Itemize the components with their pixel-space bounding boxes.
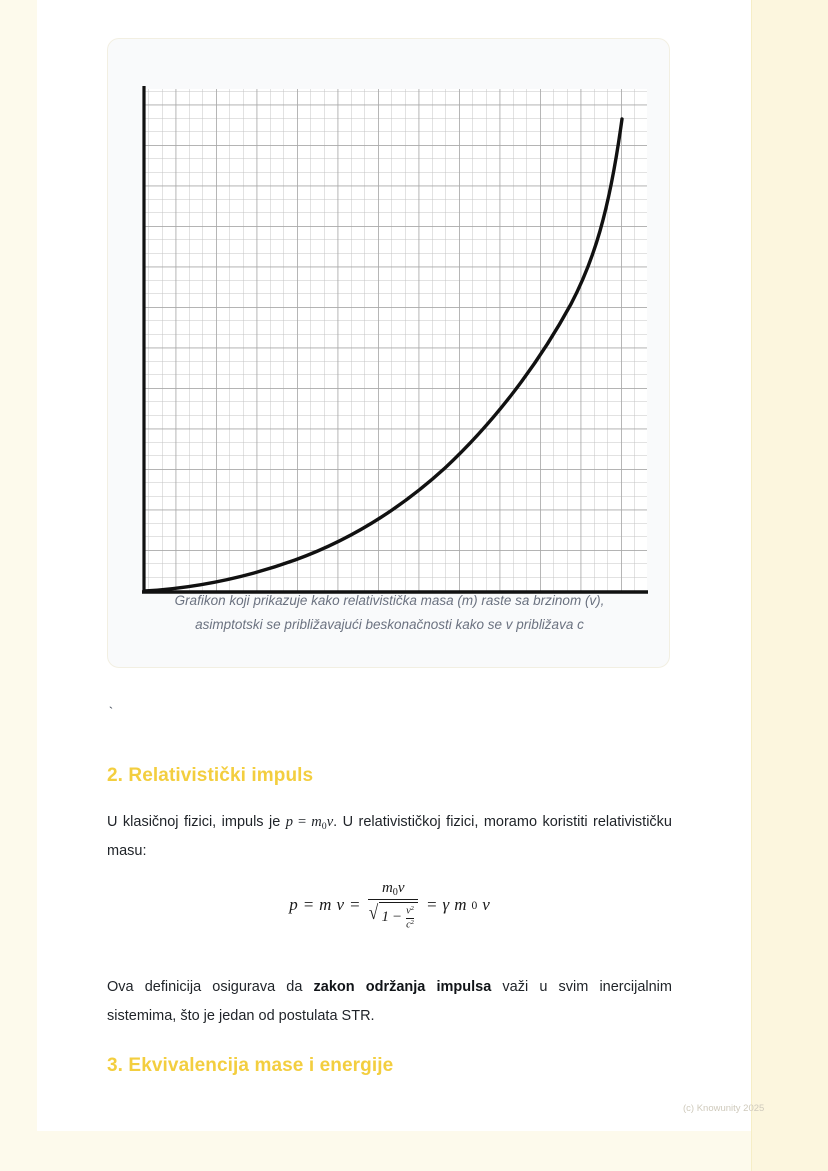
section-heading-relativisticki-impuls: 2. Relativistički impuls [107,765,314,786]
formula-equals-1: = [302,895,315,915]
formula-rhs-m: m [454,895,467,915]
formula-fraction [368,880,418,931]
formula-p: p [289,895,298,915]
formula-v-1: v [336,895,344,915]
formula-num-v: v [397,880,405,896]
figure-caption-line-2: asimptotski se približavajući beskonačnosti kako se v približava c [195,616,584,632]
formula-v2-base: v [406,905,411,917]
figure-caption-line-1: Grafikon koji prikazuje kako relativistička masa (m) raste sa brzinom (v), [174,593,605,608]
formula-c2-exponent: 2 [410,918,415,926]
formula-one: 1 [381,908,389,925]
formula-equals-2: = [349,895,361,915]
display-formula-relativistic-momentum [107,880,672,931]
right-margin-band [751,0,828,1171]
section-heading-ekvivalencija-mase-i-energije: 3. Ekvivalencija mase i energije [107,1055,394,1076]
conservation-text-before: Ova definicija osigurava da [107,979,314,995]
formula-num-m-subscript: 0 [392,886,398,898]
formula-v2-over-c2 [406,905,414,931]
formula-fraction-denominator [368,900,418,930]
chart-svg [135,64,648,604]
formula-rhs-m-subscript: 0 [471,898,478,912]
formula-minus: − [391,908,403,925]
figure-caption [136,589,643,636]
formula-square-root [368,902,418,930]
formula-gamma: γ [442,895,450,915]
conservation-bold-term: zakon održanja impulsa [313,979,492,995]
footer-credit: (c) Knowunity 2025 [683,1103,765,1114]
figure-card [107,38,670,668]
inline-p: p [285,814,293,830]
formula-m: m [319,895,332,915]
paragraph-classical-momentum [107,808,672,866]
inline-m: m [311,814,322,830]
formula-c2-base: c [406,919,411,931]
inline-v: v [326,814,334,830]
formula-rhs-v: v [482,895,490,915]
stray-backtick: ` [107,705,115,720]
formula-sqrt-contents [379,902,418,930]
formula-equals-3: = [426,895,438,915]
chart-gridlines [143,89,647,592]
formula-c2 [406,919,414,932]
paragraph-conservation-law [107,973,672,1031]
relativistic-mass-chart [135,64,648,604]
sqrt-radical-icon: √ [369,902,379,925]
conservation-text-after: važi u svim inercijalnim sistemima, što je jedan od postulata STR. [107,979,672,1024]
paragraph-text-prefix: U klasičnoj fizici, impuls je [107,814,286,830]
formula-num-m: m [381,880,393,896]
formula-fraction-numerator [374,880,413,899]
formula-v2 [406,905,414,918]
inline-m-subscript: 0 [321,820,327,832]
paragraph-text-suffix: . U relativističkoj fizici, moramo koristiti relativističku masu: [107,814,672,859]
document-content-sheet [37,0,751,1131]
inline-formula-classical-momentum [286,814,333,830]
formula-v2-exponent: 2 [410,905,415,913]
inline-equals: = [298,814,307,830]
